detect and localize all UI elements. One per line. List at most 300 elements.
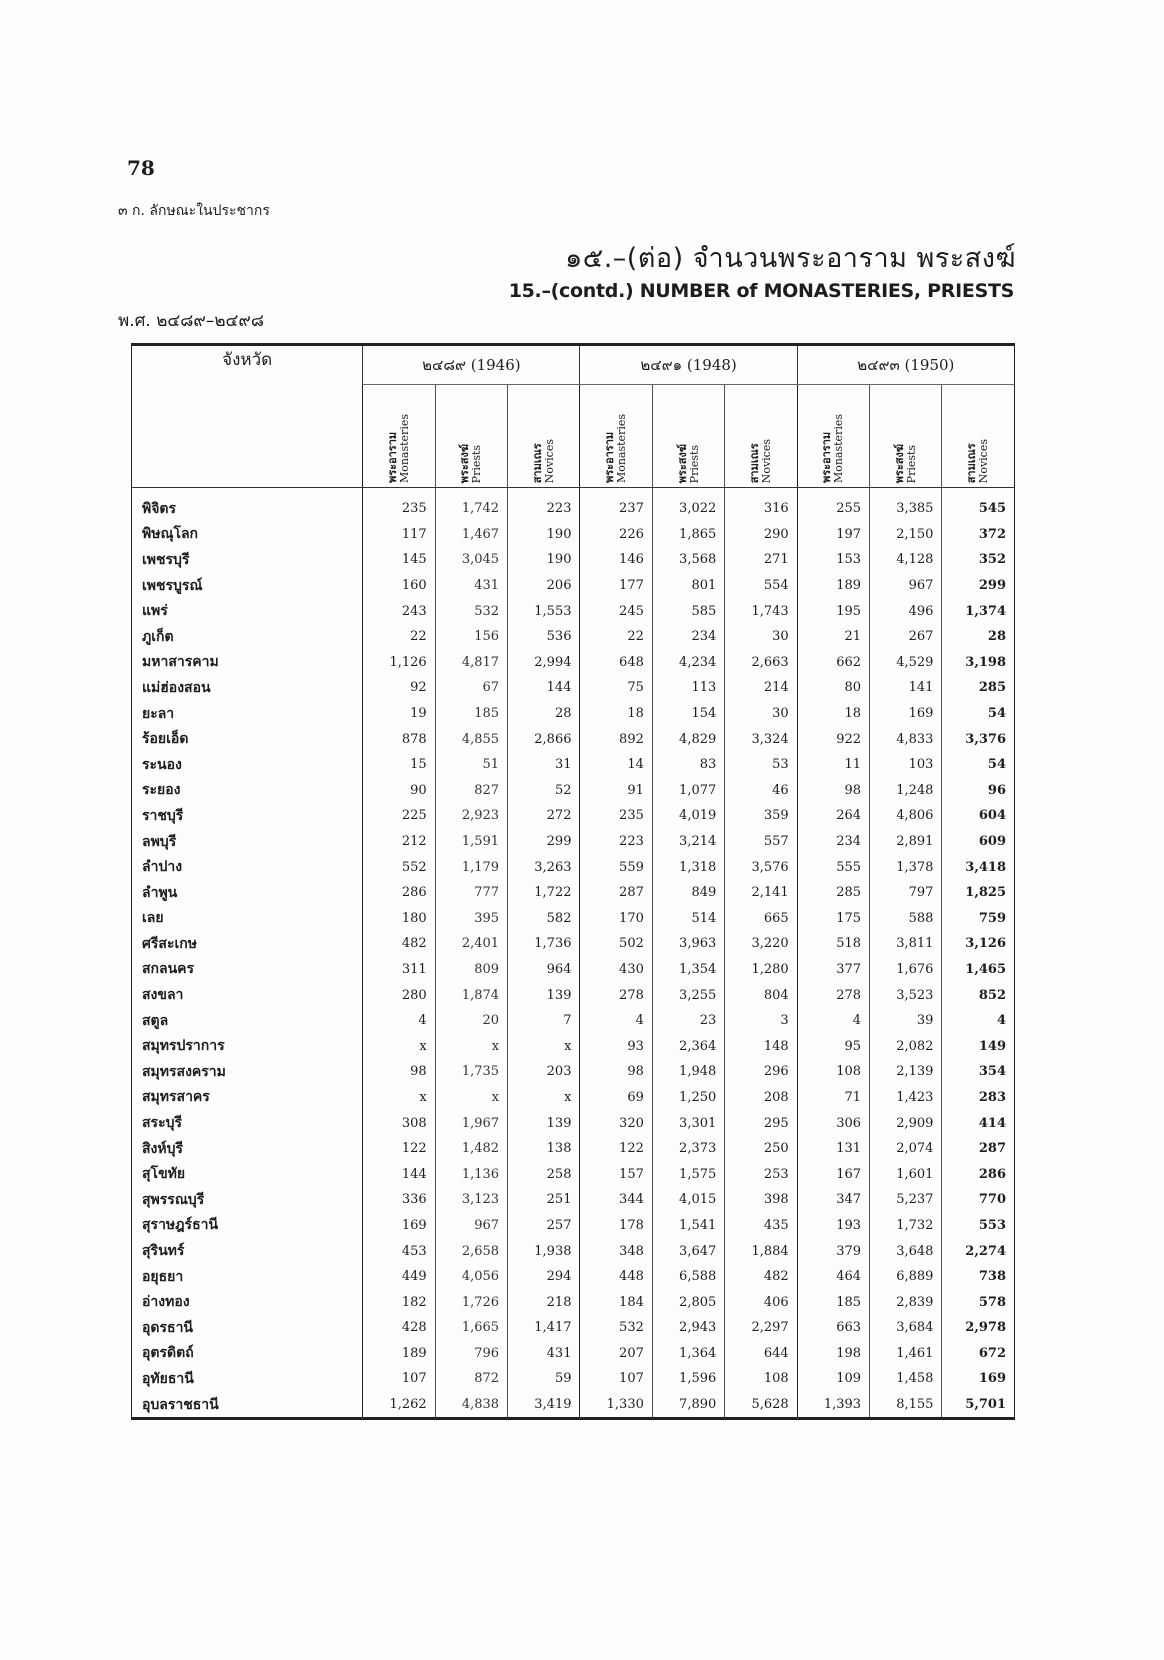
value-cell: 2,923	[435, 803, 507, 829]
value-cell: 1,461	[870, 1341, 942, 1367]
value-cell: 1,722	[508, 880, 580, 906]
value-cell: 809	[435, 957, 507, 983]
value-cell: 536	[508, 624, 580, 650]
priests-header-label	[894, 438, 918, 483]
value-cell: 552	[363, 854, 435, 880]
value-cell: 54	[942, 752, 1015, 778]
value-cell: 1,938	[508, 1238, 580, 1264]
province-name: ระยอง	[142, 782, 181, 799]
priests-header-english: Priests	[687, 444, 701, 483]
province-column-header: จังหวัด	[132, 345, 363, 488]
value-cell: 967	[435, 1213, 507, 1239]
priests-header	[870, 385, 942, 488]
value-cell: 4,838	[435, 1392, 507, 1419]
value-cell: 2,658	[435, 1238, 507, 1264]
priests-header-english: Priests	[904, 444, 918, 483]
value-cell: 4,234	[652, 650, 724, 676]
value-cell: 559	[580, 854, 652, 880]
value-cell: 2,082	[870, 1033, 942, 1059]
value-cell: 11	[797, 752, 869, 778]
value-cell: 3,811	[870, 931, 942, 957]
value-cell: 207	[580, 1341, 652, 1367]
value-cell: 609	[942, 829, 1015, 855]
year-header-1950: ๒๔๙๓ (1950)	[797, 345, 1014, 385]
value-cell: 395	[435, 906, 507, 932]
value-cell: 428	[363, 1315, 435, 1341]
value-cell: 51	[435, 752, 507, 778]
province-name: อุดรธานี	[142, 1319, 193, 1336]
value-cell: 296	[725, 1059, 797, 1085]
value-cell: 3,963	[652, 931, 724, 957]
value-cell: 2,663	[725, 650, 797, 676]
value-cell: 545	[942, 488, 1015, 522]
value-cell: 4,128	[870, 547, 942, 573]
table-row	[132, 1341, 1015, 1367]
value-cell: 96	[942, 778, 1015, 804]
value-cell: 71	[797, 1085, 869, 1111]
value-cell: 306	[797, 1110, 869, 1136]
monasteries-header	[363, 385, 435, 488]
value-cell: 122	[363, 1136, 435, 1162]
value-cell: 98	[797, 778, 869, 804]
value-cell: 1,248	[870, 778, 942, 804]
value-cell: 283	[942, 1085, 1015, 1111]
monasteries-header-thai: พระอาราม	[603, 431, 617, 483]
value-cell: 251	[508, 1187, 580, 1213]
table-row	[132, 488, 1015, 522]
province-name: พิษณุโลก	[142, 526, 199, 543]
table-row	[132, 1033, 1015, 1059]
value-cell: 30	[725, 701, 797, 727]
value-cell: 354	[942, 1059, 1015, 1085]
table-row	[132, 1085, 1015, 1111]
value-cell: 1,374	[942, 598, 1015, 624]
value-cell: 5,237	[870, 1187, 942, 1213]
value-cell: 4,529	[870, 650, 942, 676]
value-cell: 2,839	[870, 1289, 942, 1315]
value-cell: 3,123	[435, 1187, 507, 1213]
value-cell: 208	[725, 1085, 797, 1111]
value-cell: 2,994	[508, 650, 580, 676]
value-cell: 4,015	[652, 1187, 724, 1213]
value-cell: 169	[942, 1366, 1015, 1392]
province-name: อยุธยา	[142, 1268, 184, 1285]
value-cell: x	[363, 1085, 435, 1111]
value-cell: 258	[508, 1161, 580, 1187]
value-cell: 557	[725, 829, 797, 855]
value-cell: 3,418	[942, 854, 1015, 880]
value-cell: 131	[797, 1136, 869, 1162]
value-cell: 4,019	[652, 803, 724, 829]
table-row	[132, 1008, 1015, 1034]
table-row	[132, 829, 1015, 855]
value-cell: 2,891	[870, 829, 942, 855]
value-cell: 198	[797, 1341, 869, 1367]
value-cell: 28	[942, 624, 1015, 650]
novices-header-label	[966, 433, 990, 483]
value-cell: 190	[508, 547, 580, 573]
value-cell: 170	[580, 906, 652, 932]
novices-header-english: Novices	[759, 438, 773, 483]
value-cell: 555	[797, 854, 869, 880]
value-cell: 3,647	[652, 1238, 724, 1264]
value-cell: 5,628	[725, 1392, 797, 1419]
value-cell: 149	[942, 1033, 1015, 1059]
value-cell: 108	[797, 1059, 869, 1085]
novices-header-thai: สามเณร	[530, 442, 544, 483]
province-name: ยะลา	[142, 705, 175, 722]
value-cell: 178	[580, 1213, 652, 1239]
value-cell: 59	[508, 1366, 580, 1392]
value-cell: 5,701	[942, 1392, 1015, 1419]
table-row	[132, 573, 1015, 599]
value-cell: 107	[363, 1366, 435, 1392]
value-cell: 1,482	[435, 1136, 507, 1162]
province-name: สตูล	[142, 1012, 169, 1029]
province-name: อุทัยธานี	[142, 1370, 194, 1387]
value-cell: 308	[363, 1110, 435, 1136]
value-cell: 39	[870, 1008, 942, 1034]
value-cell: 212	[363, 829, 435, 855]
value-cell: 398	[725, 1187, 797, 1213]
value-cell: 352	[942, 547, 1015, 573]
table-row	[132, 1366, 1015, 1392]
value-cell: 588	[870, 906, 942, 932]
table-row	[132, 1059, 1015, 1085]
value-cell: 849	[652, 880, 724, 906]
value-cell: 3,301	[652, 1110, 724, 1136]
value-cell: 154	[652, 701, 724, 727]
value-cell: 797	[870, 880, 942, 906]
value-cell: 431	[508, 1341, 580, 1367]
value-cell: 777	[435, 880, 507, 906]
province-name: สมุทรสาคร	[142, 1089, 210, 1106]
table-body	[132, 488, 1015, 1419]
year-header-1948: ๒๔๙๑ (1948)	[580, 345, 797, 385]
value-cell: 8,155	[870, 1392, 942, 1419]
province-name: สมุทรปราการ	[142, 1038, 225, 1055]
priests-header-thai: พระสงฆ์	[892, 443, 906, 483]
value-cell: 662	[797, 650, 869, 676]
value-cell: 189	[797, 573, 869, 599]
value-cell: 1,179	[435, 854, 507, 880]
value-cell: 1,732	[870, 1213, 942, 1239]
value-cell: 1,742	[435, 488, 507, 522]
value-cell: 3,376	[942, 726, 1015, 752]
value-cell: 287	[942, 1136, 1015, 1162]
value-cell: 177	[580, 573, 652, 599]
value-cell: 299	[942, 573, 1015, 599]
value-cell: 922	[797, 726, 869, 752]
value-cell: x	[435, 1033, 507, 1059]
table-row	[132, 1289, 1015, 1315]
value-cell: 1,126	[363, 650, 435, 676]
value-cell: 1,280	[725, 957, 797, 983]
value-cell: 193	[797, 1213, 869, 1239]
value-cell: 2,866	[508, 726, 580, 752]
monasteries-header-english: Monasteries	[832, 413, 846, 483]
value-cell: 285	[797, 880, 869, 906]
province-name: เพชรบุรี	[142, 551, 190, 568]
value-cell: 225	[363, 803, 435, 829]
value-cell: 18	[580, 701, 652, 727]
value-cell: 1,378	[870, 854, 942, 880]
table-title-english: 15.–(contd.) NUMBER of MONASTERIES, PRIESTS	[508, 280, 1014, 302]
value-cell: 160	[363, 573, 435, 599]
value-cell: 1,541	[652, 1213, 724, 1239]
value-cell: 287	[580, 880, 652, 906]
value-cell: 278	[797, 982, 869, 1008]
priests-header-thai: พระสงฆ์	[458, 443, 472, 483]
table-row	[132, 547, 1015, 573]
novices-header	[725, 385, 797, 488]
novices-header-thai: สามเณร	[965, 442, 979, 483]
value-cell: x	[435, 1085, 507, 1111]
value-cell: 234	[797, 829, 869, 855]
value-cell: 4,817	[435, 650, 507, 676]
monasteries-header	[580, 385, 652, 488]
table-row	[132, 906, 1015, 932]
value-cell: 464	[797, 1264, 869, 1290]
novices-header	[508, 385, 580, 488]
value-cell: 226	[580, 522, 652, 548]
value-cell: 1,736	[508, 931, 580, 957]
value-cell: 189	[363, 1341, 435, 1367]
province-name: มหาสารคาม	[142, 654, 219, 671]
value-cell: 90	[363, 778, 435, 804]
value-cell: 46	[725, 778, 797, 804]
value-cell: 93	[580, 1033, 652, 1059]
table-title-thai: ๑๕.–(ต่อ) จำนวนพระอาราม พระสงฆ์	[565, 243, 1016, 274]
value-cell: 431	[435, 573, 507, 599]
province-name: สงขลา	[142, 987, 184, 1004]
value-cell: 206	[508, 573, 580, 599]
province-name: สิงห์บุรี	[142, 1140, 184, 1157]
province-name: สระบุรี	[142, 1115, 182, 1132]
value-cell: 553	[942, 1213, 1015, 1239]
value-cell: 3,198	[942, 650, 1015, 676]
value-cell: 967	[870, 573, 942, 599]
province-name: ภูเก็ต	[142, 628, 174, 645]
value-cell: 1,743	[725, 598, 797, 624]
monasteries-table	[131, 343, 1015, 1420]
value-cell: 3	[725, 1008, 797, 1034]
value-cell: 156	[435, 624, 507, 650]
value-cell: 54	[942, 701, 1015, 727]
table-row	[132, 1238, 1015, 1264]
value-cell: 144	[508, 675, 580, 701]
value-cell: 108	[725, 1366, 797, 1392]
value-cell: 1,735	[435, 1059, 507, 1085]
province-name: สุรินทร์	[142, 1243, 185, 1260]
value-cell: 663	[797, 1315, 869, 1341]
table-row	[132, 957, 1015, 983]
priests-header	[435, 385, 507, 488]
value-cell: 502	[580, 931, 652, 957]
value-cell: 801	[652, 573, 724, 599]
value-cell: 320	[580, 1110, 652, 1136]
priests-header	[652, 385, 724, 488]
province-name: ระนอง	[142, 756, 182, 773]
value-cell: x	[363, 1033, 435, 1059]
novices-header-english: Novices	[977, 438, 991, 483]
value-cell: 770	[942, 1187, 1015, 1213]
province-name: สมุทรสงคราม	[142, 1063, 226, 1080]
value-cell: 1,393	[797, 1392, 869, 1419]
monasteries-header-label	[821, 408, 845, 483]
table-row	[132, 675, 1015, 701]
table-row	[132, 1136, 1015, 1162]
value-cell: 518	[797, 931, 869, 957]
value-cell: 190	[508, 522, 580, 548]
value-cell: 214	[725, 675, 797, 701]
value-cell: 237	[580, 488, 652, 522]
value-cell: 20	[435, 1008, 507, 1034]
value-cell: 430	[580, 957, 652, 983]
value-cell: 6,889	[870, 1264, 942, 1290]
value-cell: 3,568	[652, 547, 724, 573]
value-cell: 83	[652, 752, 724, 778]
table-row	[132, 1315, 1015, 1341]
value-cell: 582	[508, 906, 580, 932]
value-cell: 4	[797, 1008, 869, 1034]
value-cell: 1,884	[725, 1238, 797, 1264]
value-cell: 3,419	[508, 1392, 580, 1419]
value-cell: 2,401	[435, 931, 507, 957]
value-cell: 3,385	[870, 488, 942, 522]
value-cell: 169	[363, 1213, 435, 1239]
value-cell: 21	[797, 624, 869, 650]
value-cell: 3,022	[652, 488, 724, 522]
value-cell: 138	[508, 1136, 580, 1162]
value-cell: 145	[363, 547, 435, 573]
value-cell: 435	[725, 1213, 797, 1239]
province-name: อ่างทอง	[142, 1294, 190, 1311]
value-cell: 2,297	[725, 1315, 797, 1341]
value-cell: 585	[652, 598, 724, 624]
value-cell: 3,255	[652, 982, 724, 1008]
value-cell: 278	[580, 982, 652, 1008]
page-number: 78	[127, 156, 155, 180]
value-cell: 294	[508, 1264, 580, 1290]
value-cell: 4,833	[870, 726, 942, 752]
value-cell: 286	[942, 1161, 1015, 1187]
priests-header-english: Priests	[470, 444, 484, 483]
value-cell: 2,373	[652, 1136, 724, 1162]
value-cell: 185	[435, 701, 507, 727]
value-cell: 223	[580, 829, 652, 855]
value-cell: 1,553	[508, 598, 580, 624]
value-cell: 2,150	[870, 522, 942, 548]
value-cell: 98	[363, 1059, 435, 1085]
value-cell: 336	[363, 1187, 435, 1213]
value-cell: 796	[435, 1341, 507, 1367]
value-cell: 1,596	[652, 1366, 724, 1392]
table-row	[132, 778, 1015, 804]
province-name: แม่ฮ่องสอน	[142, 679, 211, 696]
value-cell: 878	[363, 726, 435, 752]
value-cell: 4,806	[870, 803, 942, 829]
value-cell: 7	[508, 1008, 580, 1034]
value-cell: 554	[725, 573, 797, 599]
value-cell: 3,684	[870, 1315, 942, 1341]
value-cell: 250	[725, 1136, 797, 1162]
value-cell: 184	[580, 1289, 652, 1315]
table-row	[132, 803, 1015, 829]
value-cell: 257	[508, 1213, 580, 1239]
value-cell: 98	[580, 1059, 652, 1085]
value-cell: 4	[363, 1008, 435, 1034]
value-cell: 1,726	[435, 1289, 507, 1315]
value-cell: 3,214	[652, 829, 724, 855]
value-cell: 22	[580, 624, 652, 650]
value-cell: 532	[580, 1315, 652, 1341]
value-cell: 4	[942, 1008, 1015, 1034]
value-cell: 648	[580, 650, 652, 676]
value-cell: 117	[363, 522, 435, 548]
value-cell: 1,665	[435, 1315, 507, 1341]
value-cell: 1,262	[363, 1392, 435, 1419]
province-name: แพร่	[142, 603, 168, 620]
value-cell: 267	[870, 624, 942, 650]
value-cell: 2,943	[652, 1315, 724, 1341]
value-cell: 113	[652, 675, 724, 701]
priests-header-label	[677, 438, 701, 483]
value-cell: x	[508, 1085, 580, 1111]
value-cell: 148	[725, 1033, 797, 1059]
table-row	[132, 854, 1015, 880]
value-cell: 1,423	[870, 1085, 942, 1111]
value-cell: 144	[363, 1161, 435, 1187]
value-cell: 3,045	[435, 547, 507, 573]
value-cell: 1,077	[652, 778, 724, 804]
value-cell: 139	[508, 982, 580, 1008]
value-cell: 67	[435, 675, 507, 701]
value-cell: 1,825	[942, 880, 1015, 906]
novices-header-english: Novices	[542, 438, 556, 483]
value-cell: 53	[725, 752, 797, 778]
value-cell: 1,865	[652, 522, 724, 548]
value-cell: 185	[797, 1289, 869, 1315]
table-row	[132, 522, 1015, 548]
value-cell: 1,601	[870, 1161, 942, 1187]
value-cell: 3,576	[725, 854, 797, 880]
value-cell: 4	[580, 1008, 652, 1034]
value-cell: 2,909	[870, 1110, 942, 1136]
value-cell: 1,318	[652, 854, 724, 880]
value-cell: 234	[652, 624, 724, 650]
table-row	[132, 650, 1015, 676]
table-row	[132, 701, 1015, 727]
value-cell: 604	[942, 803, 1015, 829]
value-cell: 280	[363, 982, 435, 1008]
value-cell: 75	[580, 675, 652, 701]
monasteries-header-english: Monasteries	[397, 413, 411, 483]
monasteries-header-label	[604, 408, 628, 483]
province-name: ศรีสะเกษ	[142, 935, 197, 952]
value-cell: 759	[942, 906, 1015, 932]
value-cell: 738	[942, 1264, 1015, 1290]
value-cell: 271	[725, 547, 797, 573]
value-cell: 91	[580, 778, 652, 804]
value-cell: 347	[797, 1187, 869, 1213]
value-cell: 1,591	[435, 829, 507, 855]
value-cell: 122	[580, 1136, 652, 1162]
novices-header-label	[749, 433, 773, 483]
value-cell: 175	[797, 906, 869, 932]
value-cell: 235	[580, 803, 652, 829]
value-cell: 69	[580, 1085, 652, 1111]
